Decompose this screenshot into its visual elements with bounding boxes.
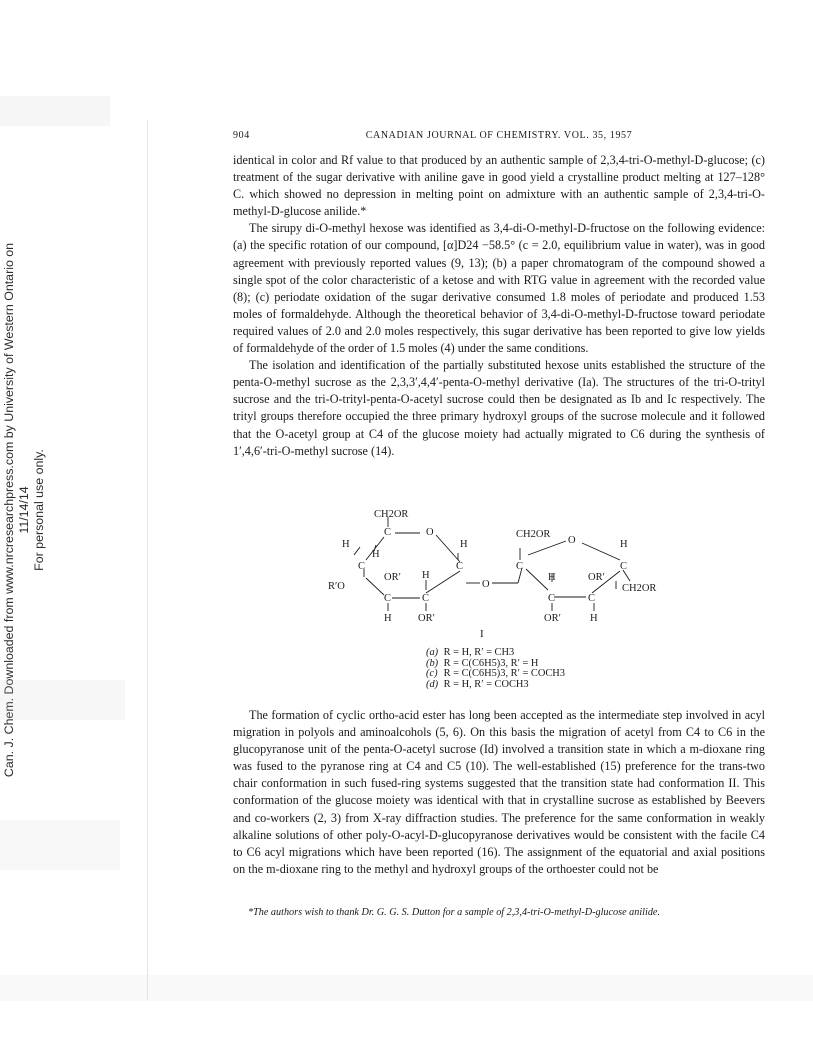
compound-variants [426, 648, 646, 690]
atom-label: C [516, 561, 524, 572]
body-text-bottom [233, 707, 765, 878]
atom-label: H [548, 572, 556, 583]
variant-formula: R = H, R′ = CH3 [443, 647, 515, 658]
atom-label: H [460, 539, 468, 550]
sucrose-structure-diagram [330, 505, 690, 635]
paragraph: The formation of cyclic ortho-acid ester has long been accepted as the intermediate step involved in acyl migration in polyols and aminoalcohols (5, 6). On this basis the migration of acetyl from C4 to C6 in the glucopyranose unit of the penta-O-acetyl sucrose (Id) involved a transition state in which a m-dioxane ring was fused to the pyranose ring at C4 and C5 (10). The well-established (15) preference for the trans-two chair conformation in such fused-ring systems suggested that the transition state had conformation II. This conformation of the glucose moiety was identical with that in crystalline sucrose as established by Beevers and co-workers (2, 3) from X-ray diffraction studies. The preference for the same conformation in weakly alkaline solutions of other poly-O-acyl-D-glucopyranose derivatives would be consistent with the facile C4 to C6 acyl migrations which have been reported (16). The assignment of the equatorial and axial positions on the m-dioxane ring to the methyl and hydroxyl groups of the orthoester could not be [233, 708, 765, 876]
body-text-top [233, 152, 765, 460]
scan-noise [0, 975, 813, 1001]
paragraph: The sirupy di-O-methyl hexose was identified as 3,4-di-O-methyl-D-fructose on the following evidence: (a) the specific rotation of our compound, [α]D24 −58.5° (c = 2.0, equilibrium value in water), was in good agreement with previously reported values (9, 13); (b) a paper chromatogram of the compound showed a single spot of the color characteristic of a ketose and with RTG value in agreement with the recorded value (8); (c) periodate oxidation of the sugar derivative consumed 1.8 moles of periodate and produced 1.53 moles of formaldehyde. Although the theoretical behavior of 3,4-di-O-methyl-D-fructose toward periodate required values of 2.0 and 2.0 moles respectively, this sugar derivative has been reported to give low yields of formaldehyde of the order of 1.5 moles (4) under the same conditions. [233, 221, 765, 356]
variant-key: (a) [426, 647, 439, 658]
page-number: 904 [233, 130, 250, 141]
atom-label: C [456, 561, 464, 572]
atom-label: H [620, 539, 628, 550]
atom-label: C [384, 593, 392, 604]
atom-label: C [548, 593, 556, 604]
atom-label: O [426, 527, 434, 538]
download-notice-line1: Can. J. Chem. Downloaded from www.nrcresearchpress.com by University of Western Ontario on 11/14/14 [2, 242, 31, 778]
download-notice-line2: For personal use only. [32, 449, 46, 571]
atom-label: O [482, 579, 490, 590]
variant-key: (d) [426, 678, 439, 690]
atom-label: C [620, 561, 628, 572]
atom-label: OR′ [588, 572, 605, 583]
scan-noise [0, 96, 110, 126]
atom-label: H [590, 613, 598, 624]
structure-svg [330, 505, 690, 635]
running-header [233, 128, 765, 144]
atom-label: CH2OR [516, 529, 551, 540]
variant-key: (b) [426, 657, 439, 669]
atom-label: H [422, 570, 430, 581]
scan-noise [0, 820, 120, 870]
atom-label: H [372, 549, 380, 560]
atom-label: O [568, 535, 576, 546]
paragraph: The isolation and identification of the partially substituted hexose units established the structure of the penta-O-methyl sucrose as the 2,3,3′,4,4′-penta-O-methyl derivative (Ia). The structures of the tri-O-trityl sucrose and the tri-O-trityl-penta-O-acetyl sucrose could then be designated as Ib and Ic respectively. The trityl groups therefore occupied the three primary hydroxyl groups of the sucrose molecule and it followed that the O-acetyl group at C4 of the glucose moiety had actually migrated to C6 during the synthesis of 1′,4,6′-tri-O-methyl sucrose (14). [233, 358, 765, 458]
atom-label: C [422, 593, 430, 604]
compound-label: I [480, 628, 484, 640]
atom-label: CH2OR [374, 509, 409, 520]
journal-title: CANADIAN JOURNAL OF CHEMISTRY. VOL. 35, 1957 [365, 130, 633, 141]
atom-label: C [384, 527, 392, 538]
atom-label: H [384, 613, 392, 624]
scan-edge-line [147, 120, 148, 1000]
variant-formula: R = H, R′ = COCH3 [443, 678, 529, 690]
atom-label: CH2OR [622, 583, 657, 594]
atom-label: C [358, 561, 366, 572]
atom-label: R′O [328, 581, 345, 592]
atom-label: OR′ [384, 572, 401, 583]
atom-labels [328, 509, 656, 624]
variant-row [426, 680, 646, 691]
variant-formula: R = C(C6H5)3, R′ = H [443, 657, 539, 669]
paragraph: identical in color and Rf value to that produced by an authentic sample of 2,3,4-tri-O-methyl-D-glucose; (c) treatment of the sugar derivative with aniline gave in good yield a crystalline product melting at 127–128° C. which showed no depression in melting point on admixture with an authentic sample of 2,3,4-tri-O-methyl-D-glucose anilide.* [233, 153, 765, 219]
footnote: *The authors wish to thank Dr. G. G. S. Dutton for a sample of 2,3,4-tri-O-methyl-D-glucose anilide. [248, 907, 661, 918]
variant-formula: R = C(C6H5)3, R′ = COCH3 [443, 668, 565, 679]
atom-label: OR′ [544, 613, 561, 624]
scan-noise [0, 680, 125, 720]
atom-label: H [342, 539, 350, 550]
variant-key: (c) [426, 668, 438, 679]
atom-label: C [588, 593, 596, 604]
atom-label: OR′ [418, 613, 435, 624]
